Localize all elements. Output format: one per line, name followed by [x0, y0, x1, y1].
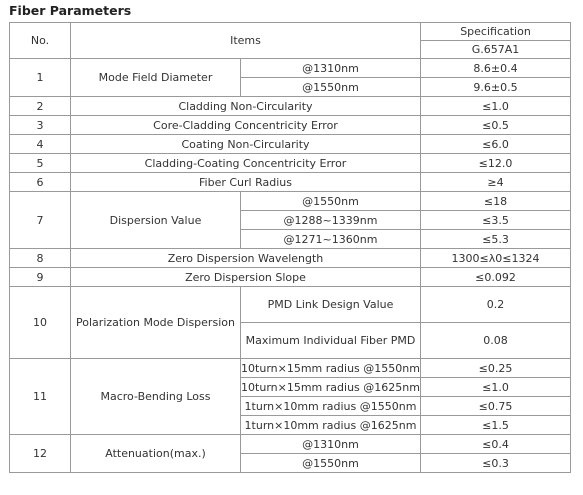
item-name: Zero Dispersion Wavelength [71, 249, 421, 268]
table-row [10, 192, 571, 211]
row-number: 2 [10, 97, 71, 116]
header-items: Items [71, 23, 421, 59]
table-row [10, 116, 571, 135]
row-number: 8 [10, 249, 71, 268]
spec-value: ≤5.3 [421, 230, 571, 249]
item-name: Cladding-Coating Concentricity Error [71, 154, 421, 173]
item-condition: @1310nm [241, 435, 421, 454]
table-row [10, 359, 571, 378]
header-no: No. [10, 23, 71, 59]
row-number: 5 [10, 154, 71, 173]
header-fiber-type: G.657A1 [421, 41, 571, 59]
item-name: Dispersion Value [71, 192, 241, 249]
table-row [10, 435, 571, 454]
spec-value: ≤0.75 [421, 397, 571, 416]
item-name: Fiber Curl Radius [71, 173, 421, 192]
table-row [10, 249, 571, 268]
item-condition: @1271~1360nm [241, 230, 421, 249]
row-number: 4 [10, 135, 71, 154]
item-name: Coating Non-Circularity [71, 135, 421, 154]
spec-value: 1300≤λ0≤1324 [421, 249, 571, 268]
row-number: 1 [10, 59, 71, 97]
row-number: 11 [10, 359, 71, 435]
item-condition: 1turn×10mm radius @1550nm [241, 397, 421, 416]
table-row [10, 173, 571, 192]
spec-value: ≤0.092 [421, 268, 571, 287]
spec-value: ≤18 [421, 192, 571, 211]
item-condition: Maximum Individual Fiber PMD [241, 323, 421, 359]
table-row [10, 268, 571, 287]
item-condition: @1550nm [241, 454, 421, 473]
item-name: Core-Cladding Concentricity Error [71, 116, 421, 135]
item-name: Macro-Bending Loss [71, 359, 241, 435]
row-number: 12 [10, 435, 71, 473]
spec-value: 0.2 [421, 287, 571, 323]
row-number: 7 [10, 192, 71, 249]
row-number: 3 [10, 116, 71, 135]
fiber-parameters-table [9, 22, 571, 473]
spec-value: ≤12.0 [421, 154, 571, 173]
header-row [10, 23, 571, 41]
item-name: Attenuation(max.) [71, 435, 241, 473]
spec-value: ≤0.3 [421, 454, 571, 473]
item-condition: @1288~1339nm [241, 211, 421, 230]
header-specification: Specification [421, 23, 571, 41]
table-row [10, 135, 571, 154]
item-condition: @1310nm [241, 59, 421, 78]
spec-value: ≥4 [421, 173, 571, 192]
item-condition: @1550nm [241, 192, 421, 211]
spec-value: 8.6±0.4 [421, 59, 571, 78]
table-row [10, 154, 571, 173]
item-condition: @1550nm [241, 78, 421, 97]
spec-value: ≤3.5 [421, 211, 571, 230]
item-name: Polarization Mode Dispersion [71, 287, 241, 359]
row-number: 9 [10, 268, 71, 287]
table-row [10, 59, 571, 78]
item-condition: 10turn×15mm radius @1550nm [241, 359, 421, 378]
spec-value: ≤0.4 [421, 435, 571, 454]
row-number: 6 [10, 173, 71, 192]
spec-value: 9.6±0.5 [421, 78, 571, 97]
item-condition: 10turn×15mm radius @1625nm [241, 378, 421, 397]
page-title: Fiber Parameters [9, 3, 132, 18]
spec-value: 0.08 [421, 323, 571, 359]
item-name: Zero Dispersion Slope [71, 268, 421, 287]
item-name: Cladding Non-Circularity [71, 97, 421, 116]
row-number: 10 [10, 287, 71, 359]
item-name: Mode Field Diameter [71, 59, 241, 97]
table-row [10, 287, 571, 323]
item-condition: PMD Link Design Value [241, 287, 421, 323]
spec-value: ≤1.5 [421, 416, 571, 435]
spec-value: ≤0.5 [421, 116, 571, 135]
spec-value: ≤6.0 [421, 135, 571, 154]
item-condition: 1turn×10mm radius @1625nm [241, 416, 421, 435]
table-row [10, 97, 571, 116]
spec-value: ≤0.25 [421, 359, 571, 378]
spec-value: ≤1.0 [421, 97, 571, 116]
spec-value: ≤1.0 [421, 378, 571, 397]
table-body [10, 23, 571, 473]
